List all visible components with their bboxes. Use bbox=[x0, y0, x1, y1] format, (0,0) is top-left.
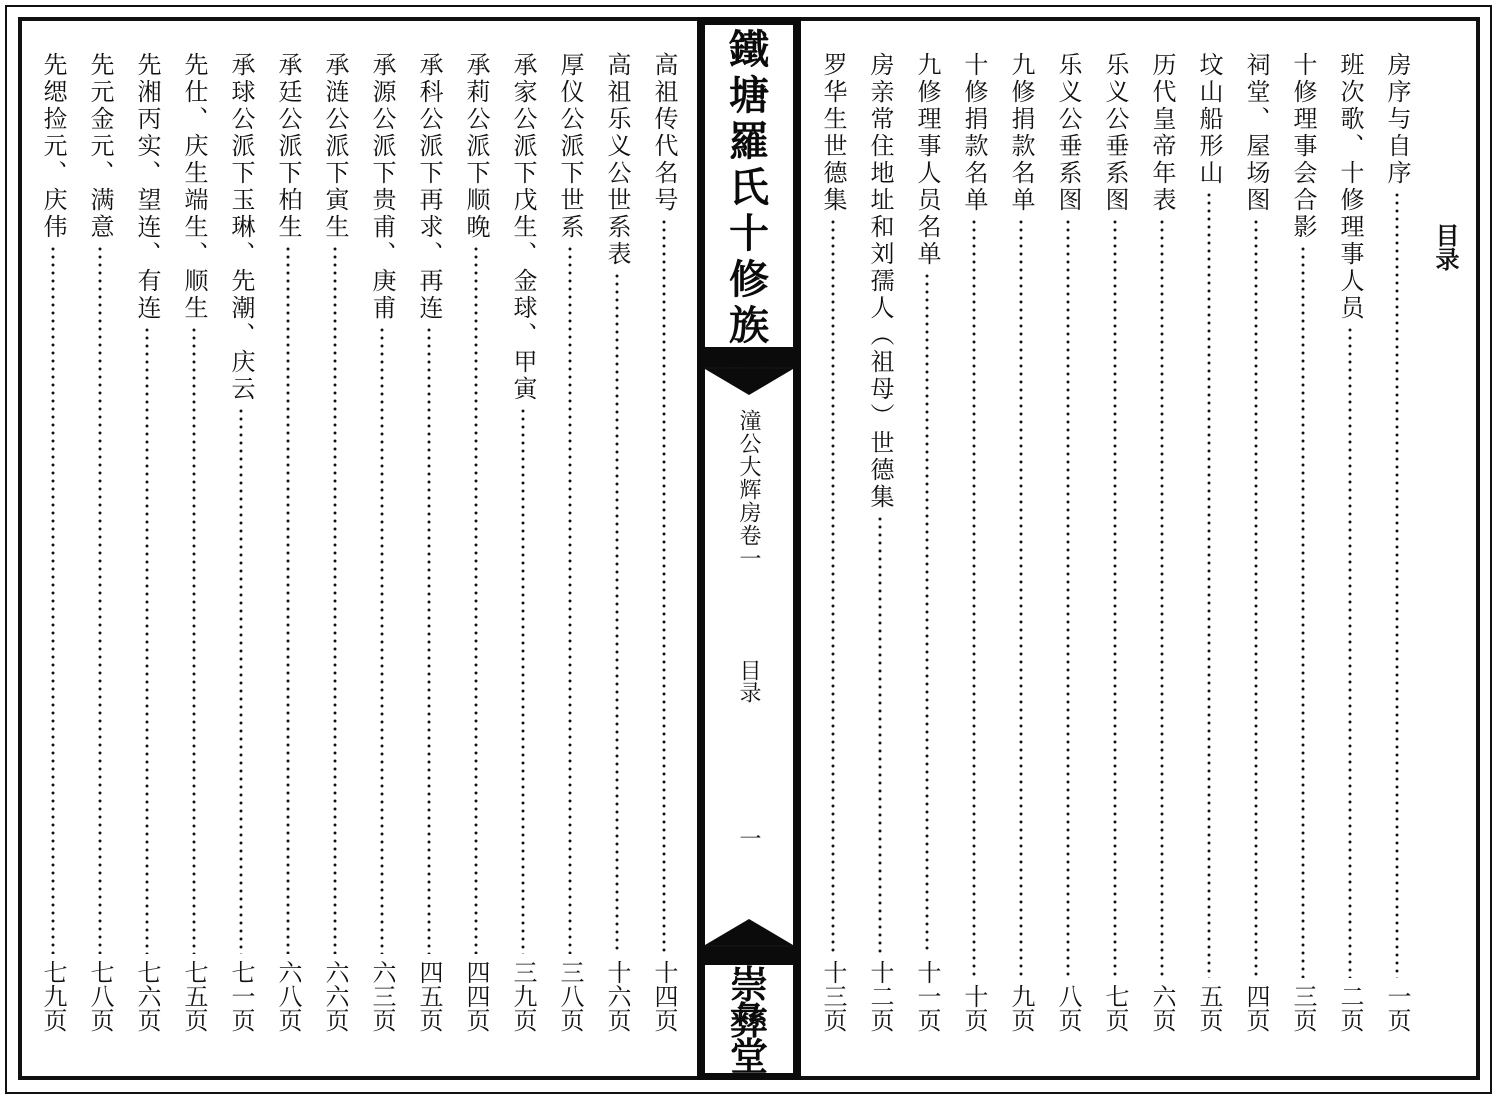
toc-entry-page: 七六页 bbox=[133, 960, 161, 1032]
spine-page-number: 一 bbox=[736, 827, 761, 849]
toc-entry-title: 班次歌、十修理事人员 bbox=[1336, 52, 1364, 322]
toc-entry-page: 十页 bbox=[960, 984, 988, 1032]
toc-entry-page: 四页 bbox=[1242, 984, 1270, 1032]
toc-entry-title: 承科公派下再求、再连 bbox=[415, 52, 443, 322]
toc-entry bbox=[83, 52, 117, 1032]
toc-entry-title: 承球公派下玉琳、先潮、庆云 bbox=[227, 52, 255, 403]
toc-leader-dots bbox=[1160, 218, 1164, 978]
hall-name-char: 堂 bbox=[729, 1034, 768, 1079]
toc-entry-page: 四四页 bbox=[462, 960, 490, 1032]
toc-entry bbox=[365, 52, 399, 1032]
toc-entry bbox=[957, 52, 991, 1032]
toc-leader-dots bbox=[1113, 218, 1117, 978]
hall-name-char: 崇 bbox=[729, 962, 768, 1007]
toc-entry bbox=[1051, 52, 1085, 1032]
toc-entry-title: 九修捐款名单 bbox=[1007, 52, 1035, 214]
toc-entry-title: 先缌捡元、庆伟 bbox=[39, 52, 67, 241]
toc-entry-title: 房序与自序 bbox=[1383, 52, 1411, 187]
toc-leader-dots bbox=[474, 245, 478, 954]
toc-entry bbox=[506, 52, 540, 1032]
spine-notch-top bbox=[705, 369, 793, 395]
book-title-char: 鐵 bbox=[729, 26, 769, 73]
toc-leader-dots bbox=[1066, 218, 1070, 978]
toc-entry-title: 承源公派下贵甫、庚甫 bbox=[368, 52, 396, 322]
hall-name-char: 彝 bbox=[729, 998, 768, 1043]
toc-leader-dots bbox=[145, 326, 149, 954]
toc-entry bbox=[1145, 52, 1179, 1032]
toc-entry bbox=[863, 52, 897, 1032]
toc-leader-dots bbox=[192, 326, 196, 954]
toc-entry-page: 六八页 bbox=[274, 960, 302, 1032]
toc-leader-dots bbox=[380, 326, 384, 954]
toc-entry bbox=[553, 52, 587, 1032]
toc-entry-page: 九页 bbox=[1007, 984, 1035, 1032]
toc-entry-title: 坟山船形山 bbox=[1195, 52, 1223, 187]
toc-leader-dots bbox=[1019, 218, 1023, 978]
toc-leader-dots bbox=[615, 272, 619, 954]
toc-leader-dots bbox=[1207, 191, 1211, 978]
toc-heading: 目录 bbox=[1431, 223, 1460, 271]
spine-middle-panel bbox=[705, 367, 793, 947]
book-title bbox=[705, 27, 793, 395]
toc-entry bbox=[1333, 52, 1367, 1032]
toc-entry-title: 房亲常住地址和刘孺人（祖母）世德集 bbox=[866, 52, 894, 511]
toc-leader-dots bbox=[1301, 245, 1305, 978]
book-title-char: 修 bbox=[729, 256, 769, 303]
toc-entry-page: 六页 bbox=[1148, 984, 1176, 1032]
toc-entry bbox=[1098, 52, 1132, 1032]
toc-leader-dots bbox=[239, 407, 243, 954]
hall-name bbox=[705, 962, 793, 1079]
toc-entry bbox=[36, 52, 70, 1032]
toc-entry-title: 承家公派下戊生、金球、甲寅 bbox=[509, 52, 537, 403]
toc-entry-title: 承莉公派下顺晚 bbox=[462, 52, 490, 241]
toc-entry-page: 十六页 bbox=[603, 960, 631, 1032]
toc-entry-page: 三九页 bbox=[509, 960, 537, 1032]
toc-leader-dots bbox=[878, 515, 882, 954]
toc-entry bbox=[910, 52, 944, 1032]
toc-leader-dots bbox=[972, 218, 976, 978]
toc-entry-page: 七五页 bbox=[180, 960, 208, 1032]
toc-entry-title: 高祖乐义公世系表 bbox=[603, 52, 631, 268]
toc-leader-dots bbox=[1395, 191, 1399, 978]
toc-entry bbox=[318, 52, 352, 1032]
toc-entry bbox=[1192, 52, 1226, 1032]
toc-entry bbox=[647, 52, 681, 1032]
toc-entry-page: 十二页 bbox=[866, 960, 894, 1032]
spine-section-label: 目录 bbox=[736, 659, 761, 703]
toc-entry-page: 十四页 bbox=[650, 960, 678, 1032]
toc-entry bbox=[600, 52, 634, 1032]
book-title-char: 羅 bbox=[729, 118, 769, 165]
toc-leader-dots bbox=[427, 326, 431, 954]
toc-entry-title: 承廷公派下柏生 bbox=[274, 52, 302, 241]
toc-entry-title: 承涟公派下寅生 bbox=[321, 52, 349, 241]
toc-entry bbox=[271, 52, 305, 1032]
spine-notch-bottom bbox=[705, 919, 793, 945]
toc-entry-title: 九修理事人员名单 bbox=[913, 52, 941, 268]
toc-leader-dots bbox=[1254, 218, 1258, 978]
toc-entry-page: 二页 bbox=[1336, 984, 1364, 1032]
toc-entry-page: 八页 bbox=[1054, 984, 1082, 1032]
toc-entry-page: 一页 bbox=[1383, 984, 1411, 1032]
toc-leader-dots bbox=[521, 407, 525, 954]
toc-entry-page: 六六页 bbox=[321, 960, 349, 1032]
toc-entry-title: 高祖传代名号 bbox=[650, 52, 678, 214]
toc-entry-page: 十三页 bbox=[819, 960, 847, 1032]
toc-entry bbox=[224, 52, 258, 1032]
toc-entry bbox=[130, 52, 164, 1032]
volume-label: 潼公大辉房卷一 bbox=[736, 409, 761, 570]
book-title-char: 族 bbox=[729, 302, 769, 349]
toc-leader-dots bbox=[662, 218, 666, 954]
toc-leader-dots bbox=[831, 218, 835, 954]
toc-entry-title: 历代皇帝年表 bbox=[1148, 52, 1176, 214]
toc-leader-dots bbox=[51, 245, 55, 954]
toc-entry-title: 十修捐款名单 bbox=[960, 52, 988, 214]
book-title-char: 塘 bbox=[729, 72, 769, 119]
toc-leader-dots bbox=[286, 245, 290, 954]
toc-entry-page: 三页 bbox=[1289, 984, 1317, 1032]
toc-entry-title: 十修理事会合影 bbox=[1289, 52, 1317, 241]
toc-entry-page: 四五页 bbox=[415, 960, 443, 1032]
spine-title-panel bbox=[705, 25, 793, 347]
toc-leader-dots bbox=[568, 245, 572, 954]
toc-entry bbox=[412, 52, 446, 1032]
book-title-char: 十 bbox=[729, 210, 769, 257]
toc-entry-page: 七八页 bbox=[86, 960, 114, 1032]
toc-entry-title: 罗华生世德集 bbox=[819, 52, 847, 214]
toc-entry-page: 七九页 bbox=[39, 960, 67, 1032]
toc-entry-title: 乐义公垂系图 bbox=[1101, 52, 1129, 214]
toc-entry-page: 七一页 bbox=[227, 960, 255, 1032]
toc-entry bbox=[1286, 52, 1320, 1032]
toc-leader-dots bbox=[1348, 326, 1352, 978]
toc-leader-dots bbox=[98, 245, 102, 954]
toc-entry-page: 十一页 bbox=[913, 960, 941, 1032]
toc-entry-page: 六三页 bbox=[368, 960, 396, 1032]
toc-entry-title: 先湘丙实、望连、有连 bbox=[133, 52, 161, 322]
toc-leader-dots bbox=[333, 245, 337, 954]
toc-entry-page: 七页 bbox=[1101, 984, 1129, 1032]
toc-entry bbox=[1239, 52, 1273, 1032]
toc-leader-dots bbox=[925, 272, 929, 954]
toc-entry-page: 三八页 bbox=[556, 960, 584, 1032]
toc-entry-title: 先元金元、满意 bbox=[86, 52, 114, 241]
toc-entry-title: 祠堂、屋场图 bbox=[1242, 52, 1270, 214]
toc-entry-title: 先仕、庆生端生、顺生 bbox=[180, 52, 208, 322]
toc-entry-title: 乐义公垂系图 bbox=[1054, 52, 1082, 214]
toc-entry bbox=[816, 52, 850, 1032]
book-title-char: 氏 bbox=[729, 164, 769, 211]
book-spine bbox=[697, 17, 801, 1080]
toc-entry-title: 厚仪公派下世系 bbox=[556, 52, 584, 241]
toc-entry bbox=[1004, 52, 1038, 1032]
toc-entry-page: 五页 bbox=[1195, 984, 1223, 1032]
toc-entry bbox=[177, 52, 211, 1032]
toc-entry bbox=[1380, 52, 1414, 1032]
toc-entry bbox=[459, 52, 493, 1032]
spine-hall-panel bbox=[705, 962, 793, 1079]
